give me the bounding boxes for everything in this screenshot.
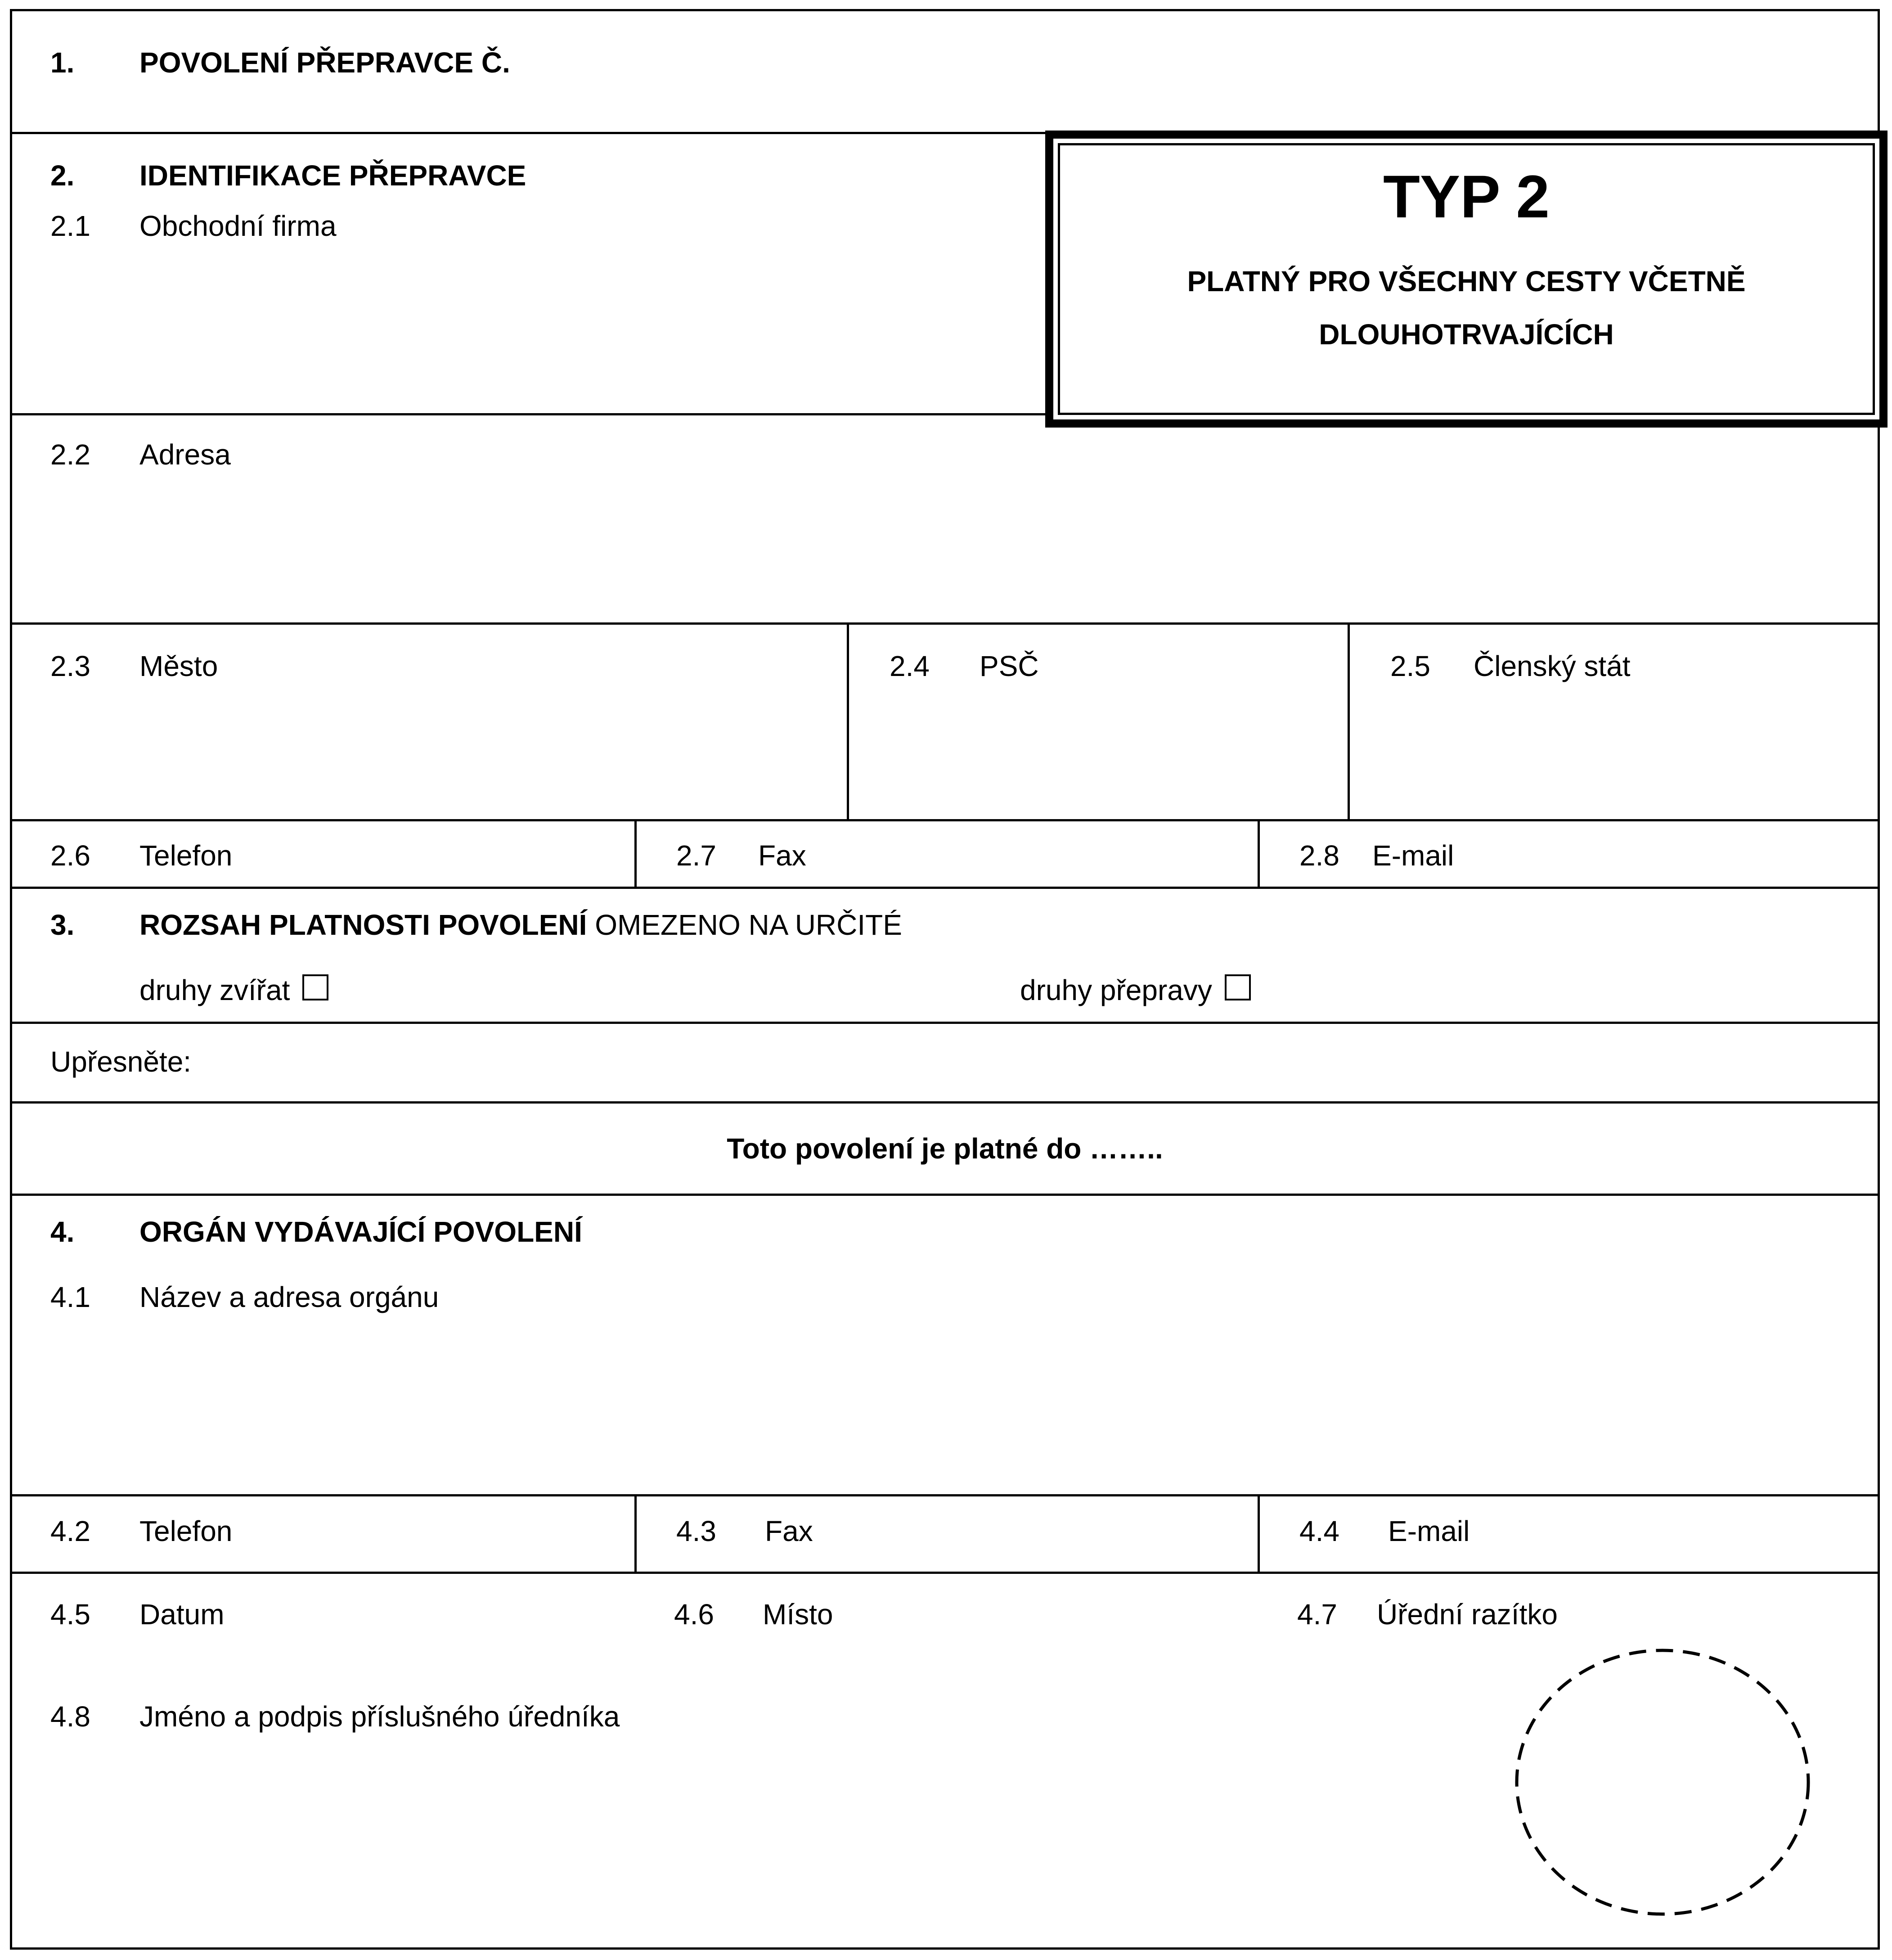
- field-2-4-cell: [847, 625, 1348, 819]
- section-1-number: 1.: [50, 46, 75, 79]
- field-2-1-number: 2.1: [50, 210, 90, 242]
- field-4-2-number: 4.2: [50, 1515, 90, 1547]
- field-4-3-label: Fax: [765, 1515, 813, 1547]
- field-4-2-label: Telefon: [139, 1515, 233, 1547]
- validity-row: [12, 1104, 1878, 1196]
- field-4-5-label: Datum: [139, 1598, 225, 1631]
- field-4-6-label: Místo: [763, 1598, 833, 1631]
- type-2-box-inner: [1058, 143, 1875, 415]
- field-2-8-label: E-mail: [1372, 839, 1454, 872]
- field-4-6-number: 4.6: [674, 1598, 714, 1631]
- field-2-7-label: Fax: [758, 839, 806, 872]
- contact-row: [12, 821, 1878, 889]
- field-2-1-label: Obchodní firma: [139, 210, 337, 242]
- option-animals-label: druhy zvířat: [139, 974, 290, 1006]
- field-2-3-cell: [12, 625, 847, 819]
- field-2-5-label: Členský stát: [1474, 650, 1631, 682]
- section-1-row: [12, 11, 1878, 134]
- section-4-title: ORGÁN VYDÁVAJÍCÍ POVOLENÍ: [139, 1216, 582, 1248]
- section-2-title: IDENTIFIKACE PŘEPRAVCE: [139, 159, 526, 192]
- animals-checkbox[interactable]: [302, 974, 328, 1000]
- field-4-4-number: 4.4: [1299, 1515, 1339, 1547]
- field-2-3-label: Město: [139, 650, 218, 682]
- section-4-row: [12, 1196, 1878, 1496]
- validity-text: Toto povolení je platné do ……..: [727, 1132, 1163, 1165]
- option-transport-label: druhy přepravy: [1020, 974, 1212, 1006]
- field-4-8-label: Jméno a podpis příslušného úředníka: [139, 1700, 620, 1733]
- section-3-title-bold: ROZSAH PLATNOSTI POVOLENÍ: [139, 909, 587, 941]
- field-4-4-label: E-mail: [1388, 1515, 1470, 1547]
- field-2-3-number: 2.3: [50, 650, 90, 682]
- field-2-8-number: 2.8: [1299, 839, 1339, 872]
- section-2-number: 2.: [50, 159, 75, 192]
- section-3-title: [139, 910, 902, 939]
- field-2-2-number: 2.2: [50, 438, 90, 471]
- field-4-5-number: 4.5: [50, 1598, 90, 1631]
- stamp-placeholder-circle: [1514, 1647, 1811, 1917]
- field-2-7-cell: [634, 821, 1258, 887]
- field-2-7-number: 2.7: [676, 839, 716, 872]
- authority-contact-row: [12, 1496, 1878, 1574]
- field-4-7-number: 4.7: [1297, 1598, 1337, 1631]
- type-2-title: TYP 2: [1383, 163, 1550, 230]
- section-3-row: [12, 889, 1878, 1024]
- city-postcode-state-row: [12, 625, 1878, 821]
- field-4-1-number: 4.1: [50, 1281, 90, 1313]
- section-4-number: 4.: [50, 1216, 75, 1248]
- field-2-2-row: [12, 415, 1878, 625]
- field-2-4-label: PSČ: [980, 650, 1039, 682]
- field-4-8-number: 4.8: [50, 1700, 90, 1733]
- field-2-6-cell: [12, 821, 634, 887]
- field-4-1-label: Název a adresa orgánu: [139, 1281, 439, 1313]
- field-2-5-number: 2.5: [1390, 650, 1430, 682]
- type-2-line-2: DLOUHOTRVAJÍCÍCH: [1319, 318, 1614, 351]
- specify-label: Upřesněte:: [50, 1045, 192, 1078]
- field-2-2-label: Adresa: [139, 438, 231, 471]
- field-4-4-cell: [1258, 1496, 1878, 1572]
- field-2-4-number: 2.4: [890, 650, 930, 682]
- section-3-title-rest: OMEZENO NA URČITÉ: [595, 909, 902, 941]
- transport-checkbox[interactable]: [1225, 974, 1251, 1000]
- section-1-title: POVOLENÍ PŘEPRAVCE Č.: [139, 46, 510, 79]
- specify-row: [12, 1024, 1878, 1104]
- type-2-box: [1045, 131, 1888, 428]
- field-4-2-cell: [12, 1496, 634, 1572]
- field-4-7-label: Úřední razítko: [1377, 1598, 1558, 1631]
- field-2-6-number: 2.6: [50, 839, 90, 872]
- field-2-8-cell: [1258, 821, 1878, 887]
- section-3-number: 3.: [50, 909, 75, 941]
- field-2-6-label: Telefon: [139, 839, 233, 872]
- type-2-line-1: PLATNÝ PRO VŠECHNY CESTY VČETNĚ: [1187, 265, 1746, 297]
- field-4-3-cell: [634, 1496, 1258, 1572]
- field-4-3-number: 4.3: [676, 1515, 716, 1547]
- field-2-5-cell: [1348, 625, 1878, 819]
